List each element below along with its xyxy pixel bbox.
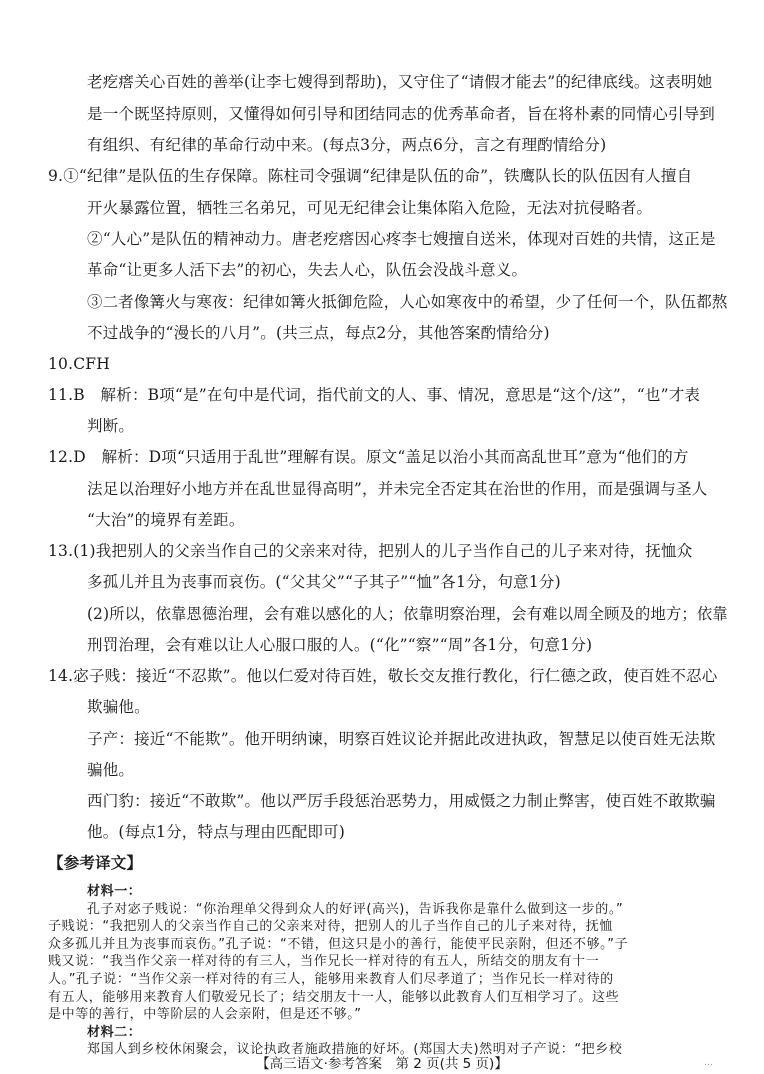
text-line: 多孤儿并且为丧事而哀伤。(“父其父”“子其子”“恤”各1分，句意1分) (87, 573, 561, 591)
text-line: ③二者像篝火与寒夜：纪律如篝火抵御危险，人心如寒夜中的希望，少了任何一个，队伍都熬 (87, 293, 728, 311)
text-line: (2)所以，依靠恩德治理，会有难以感化的人；依靠明察治理，会有难以周全顾及的地方；依靠 (87, 605, 728, 623)
question-10-line: 10.CFH (48, 355, 110, 373)
text-line: 子产：接近“不能欺”。他开明纳谏，明察百姓议论并据此改进执政，智慧足以使百姓无法欺 (87, 730, 716, 748)
material-heading: 材料二： (87, 1024, 142, 1040)
text-line: 有组织、有纪律的革命行动中来。(每点3分，两点6分，言之有理酌情给分) (87, 136, 607, 154)
text-line: 是一个既坚持原则，又懂得如何引导和团结同志的优秀革命者，旨在将朴素的同情心引导到 (87, 105, 716, 123)
text-line: 他。(每点1分，特点与理由匹配即可) (87, 823, 346, 841)
translation-line: 子贱说：“我把别人的父亲当作自己的父亲来对待，把别人的儿子当作自己的儿子来对待，抚恤 (48, 919, 613, 935)
question-13-line: 13.(1)我把别人的父亲当作自己的父亲来对待，把别人的儿子当作自己的儿子来对待，抚恤众 (48, 542, 693, 560)
text-line: 判断。 (87, 417, 135, 435)
corner-mark: … (704, 1058, 713, 1068)
translation-line: 贱又说：“我当作父亲一样对待的有三人，当作兄长一样对待的有五人，所结交的朋友有十一 (48, 954, 600, 970)
material-heading: 材料一： (87, 884, 142, 899)
translation-line: 是中等的善行，中等阶层的人会亲附，但是还不够。” (48, 1007, 362, 1023)
question-12-line: 12.D 解析：D项“只适用于乱世”理解有误。原文“盖足以治小其而高乱世耳”意为“他们的方 (48, 448, 689, 466)
question-11-line: 11.B 解析：B项“是”在句中是代词，指代前文的人、事、情况，意思是“这个/这”，“也”才表 (48, 386, 701, 404)
translation-line: 孔子对宓子贱说：“你治理单父得到众人的好评(高兴)，告诉我你是靠什么做到这一步的。” (87, 901, 624, 917)
text-line: 不过战争的“漫长的八月”。(共三点，每点2分，其他答案酌情给分) (87, 324, 550, 342)
section-heading: 【参考译文】 (48, 853, 143, 872)
text-line: 革命“让更多人活下去”的初心，失去人心，队伍会没战斗意义。 (87, 261, 528, 279)
question-9-line: 9.①“纪律”是队伍的生存保障。陈柱司令强调“纪律是队伍的命”，铁鹰队长的队伍因有人擅自 (48, 167, 693, 185)
translation-line: 众多孤儿并且为丧事而哀伤。”孔子说：“不错，但这只是小的善行，能使平民亲附，但还不够。”子 (48, 936, 629, 952)
text-line: 刑罚治理，会有难以让人心服口服的人。(“化”“察”“周”各1分，句意1分) (87, 636, 593, 654)
question-14-line: 14.宓子贱：接近“不忍欺”。他以仁爱对待百姓，敬长交友推行教化，行仁德之政，使百姓不忍心 (48, 667, 718, 685)
text-line: “大治”的境界有差距。 (87, 511, 245, 529)
text-line: 老疙瘩关心百姓的善举(让李七嫂得到帮助)，又守住了“请假才能去”的纪律底线。这表明她 (87, 73, 713, 91)
text-line: ②“人心”是队伍的精神动力。唐老疙瘩因心疼李七嫂擅自送米，体现对百姓的共情，这正是 (87, 230, 716, 248)
text-line: 骗他。 (87, 761, 135, 779)
page-footer: 【高三语文·参考答案 第 2 页(共 5 页)】 (256, 1056, 508, 1072)
text-line: 欺骗他。 (87, 698, 150, 716)
translation-line: 郑国人到乡校休闲聚会，议论执政者施政措施的好坏。(郑国大夫)然明对子产说：“把乡校 (87, 1042, 623, 1058)
translation-line: 人。”孔子说：“当作父亲一样对待的有三人，能够用来教育人们尽孝道了；当作兄长一样对待的 (48, 972, 614, 987)
text-line: 开火暴露位置，牺牲三名弟兄，可见无纪律会让集体陷入危险，无法对抗侵略者。 (87, 199, 653, 217)
text-line: 西门豹：接近“不敢欺”。他以严厉手段惩治恶势力，用威慑之力制止弊害，使百姓不敢欺骗 (87, 792, 716, 810)
translation-line: 有五人，能够用来教育人们敬爱兄长了；结交朋友十一人，能够以此教育人们互相学习了。这些 (48, 989, 620, 1005)
text-line: 法足以治理好小地方并在乱世显得高明”，并未完全否定其在治世的作用，而是强调与圣人 (87, 480, 708, 498)
